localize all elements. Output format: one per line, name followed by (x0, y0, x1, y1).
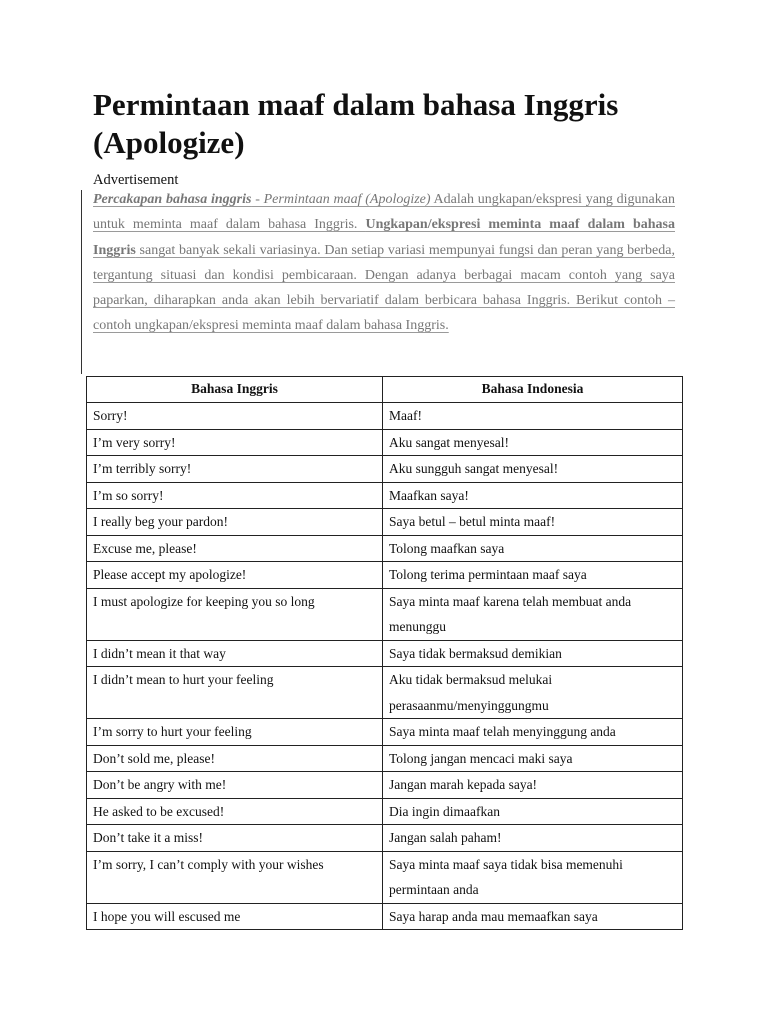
cell-english: I must apologize for keeping you so long (87, 588, 383, 640)
cell-indonesian: Saya minta maaf saya tidak bisa memenuhi permintaan anda (383, 851, 683, 903)
table-row (87, 403, 683, 430)
cell-english: I’m sorry to hurt your feeling (87, 719, 383, 746)
cell-english: Excuse me, please! (87, 535, 383, 562)
cell-indonesian: Saya betul – betul minta maaf! (383, 509, 683, 536)
cell-indonesian: Saya minta maaf telah menyinggung anda (383, 719, 683, 746)
header-english: Bahasa Inggris (87, 377, 383, 403)
cell-english: I’m so sorry! (87, 482, 383, 509)
cell-indonesian: Tolong maafkan saya (383, 535, 683, 562)
intro-text-2: sangat banyak sekali variasinya. Dan setiap variasi mempunyai fungsi dan peran yang berbeda, tergantung situasi dan kondisi pembicaraan. Dengan adanya berbagai macam contoh yang saya paparkan, diharapkan anda akan lebih bervariatif dalam berbicara bahasa Inggris. Berikut contoh – contoh ungkapan/ekspresi meminta maaf dalam bahasa Inggris. (93, 242, 675, 334)
cell-indonesian: Saya harap anda mau memaafkan saya (383, 903, 683, 930)
cell-indonesian: Saya minta maaf karena telah membuat anda menunggu (383, 588, 683, 640)
intro-paragraph[interactable] (93, 187, 675, 339)
cell-english: He asked to be excused! (87, 798, 383, 825)
table-row (87, 798, 683, 825)
cell-english: Don’t be angry with me! (87, 772, 383, 799)
cell-indonesian: Maafkan saya! (383, 482, 683, 509)
intro-link-topic[interactable]: Percakapan bahasa inggris (93, 192, 252, 207)
intro-link-subtopic[interactable]: - Permintaan maaf (Apologize) (251, 192, 431, 207)
table-row (87, 745, 683, 772)
table-row (87, 851, 683, 903)
intro-text-1: Adalah ungkapan/ekspresi yang digunakan untuk meminta maaf dalam bahasa Inggris. (93, 192, 675, 233)
table-row (87, 772, 683, 799)
page-title: Permintaan maaf dalam bahasa Inggris (Apologize) (93, 87, 619, 160)
cell-english: I’m very sorry! (87, 429, 383, 456)
cell-indonesian: Tolong jangan mencaci maki saya (383, 745, 683, 772)
apology-phrases-table (86, 376, 683, 930)
cell-english: I hope you will escused me (87, 903, 383, 930)
table-row (87, 825, 683, 852)
cell-english: I’m terribly sorry! (87, 456, 383, 483)
cell-english: I’m sorry, I can’t comply with your wishes (87, 851, 383, 903)
cell-indonesian: Saya tidak bermaksud demikian (383, 640, 683, 667)
cell-english: Please accept my apologize! (87, 562, 383, 589)
cell-indonesian: Aku tidak bermaksud melukai perasaanmu/menyinggungmu (383, 667, 683, 719)
cell-indonesian: Aku sungguh sangat menyesal! (383, 456, 683, 483)
cell-indonesian: Jangan salah paham! (383, 825, 683, 852)
table-row (87, 588, 683, 640)
table-row (87, 640, 683, 667)
cell-indonesian: Maaf! (383, 403, 683, 430)
cell-english: I really beg your pardon! (87, 509, 383, 536)
left-margin-bar (81, 190, 82, 374)
advertisement-label: Advertisement (93, 172, 179, 188)
table-row (87, 456, 683, 483)
cell-english: Don’t take it a miss! (87, 825, 383, 852)
cell-indonesian: Jangan marah kepada saya! (383, 772, 683, 799)
table-row (87, 719, 683, 746)
cell-indonesian: Dia ingin dimaafkan (383, 798, 683, 825)
cell-english: Sorry! (87, 403, 383, 430)
table-row (87, 562, 683, 589)
table-header-row (87, 377, 683, 403)
table-row (87, 429, 683, 456)
cell-indonesian: Tolong terima permintaan maaf saya (383, 562, 683, 589)
intro-bold-phrase: Ungkapan/ekspresi meminta maaf dalam bahasa Inggris (93, 217, 675, 258)
table-row (87, 667, 683, 719)
cell-english: Don’t sold me, please! (87, 745, 383, 772)
table-row (87, 509, 683, 536)
table-row (87, 482, 683, 509)
cell-english: I didn’t mean it that way (87, 640, 383, 667)
cell-indonesian: Aku sangat menyesal! (383, 429, 683, 456)
header-indonesian: Bahasa Indonesia (383, 377, 683, 403)
table-row (87, 535, 683, 562)
cell-english: I didn’t mean to hurt your feeling (87, 667, 383, 719)
table-row (87, 903, 683, 930)
